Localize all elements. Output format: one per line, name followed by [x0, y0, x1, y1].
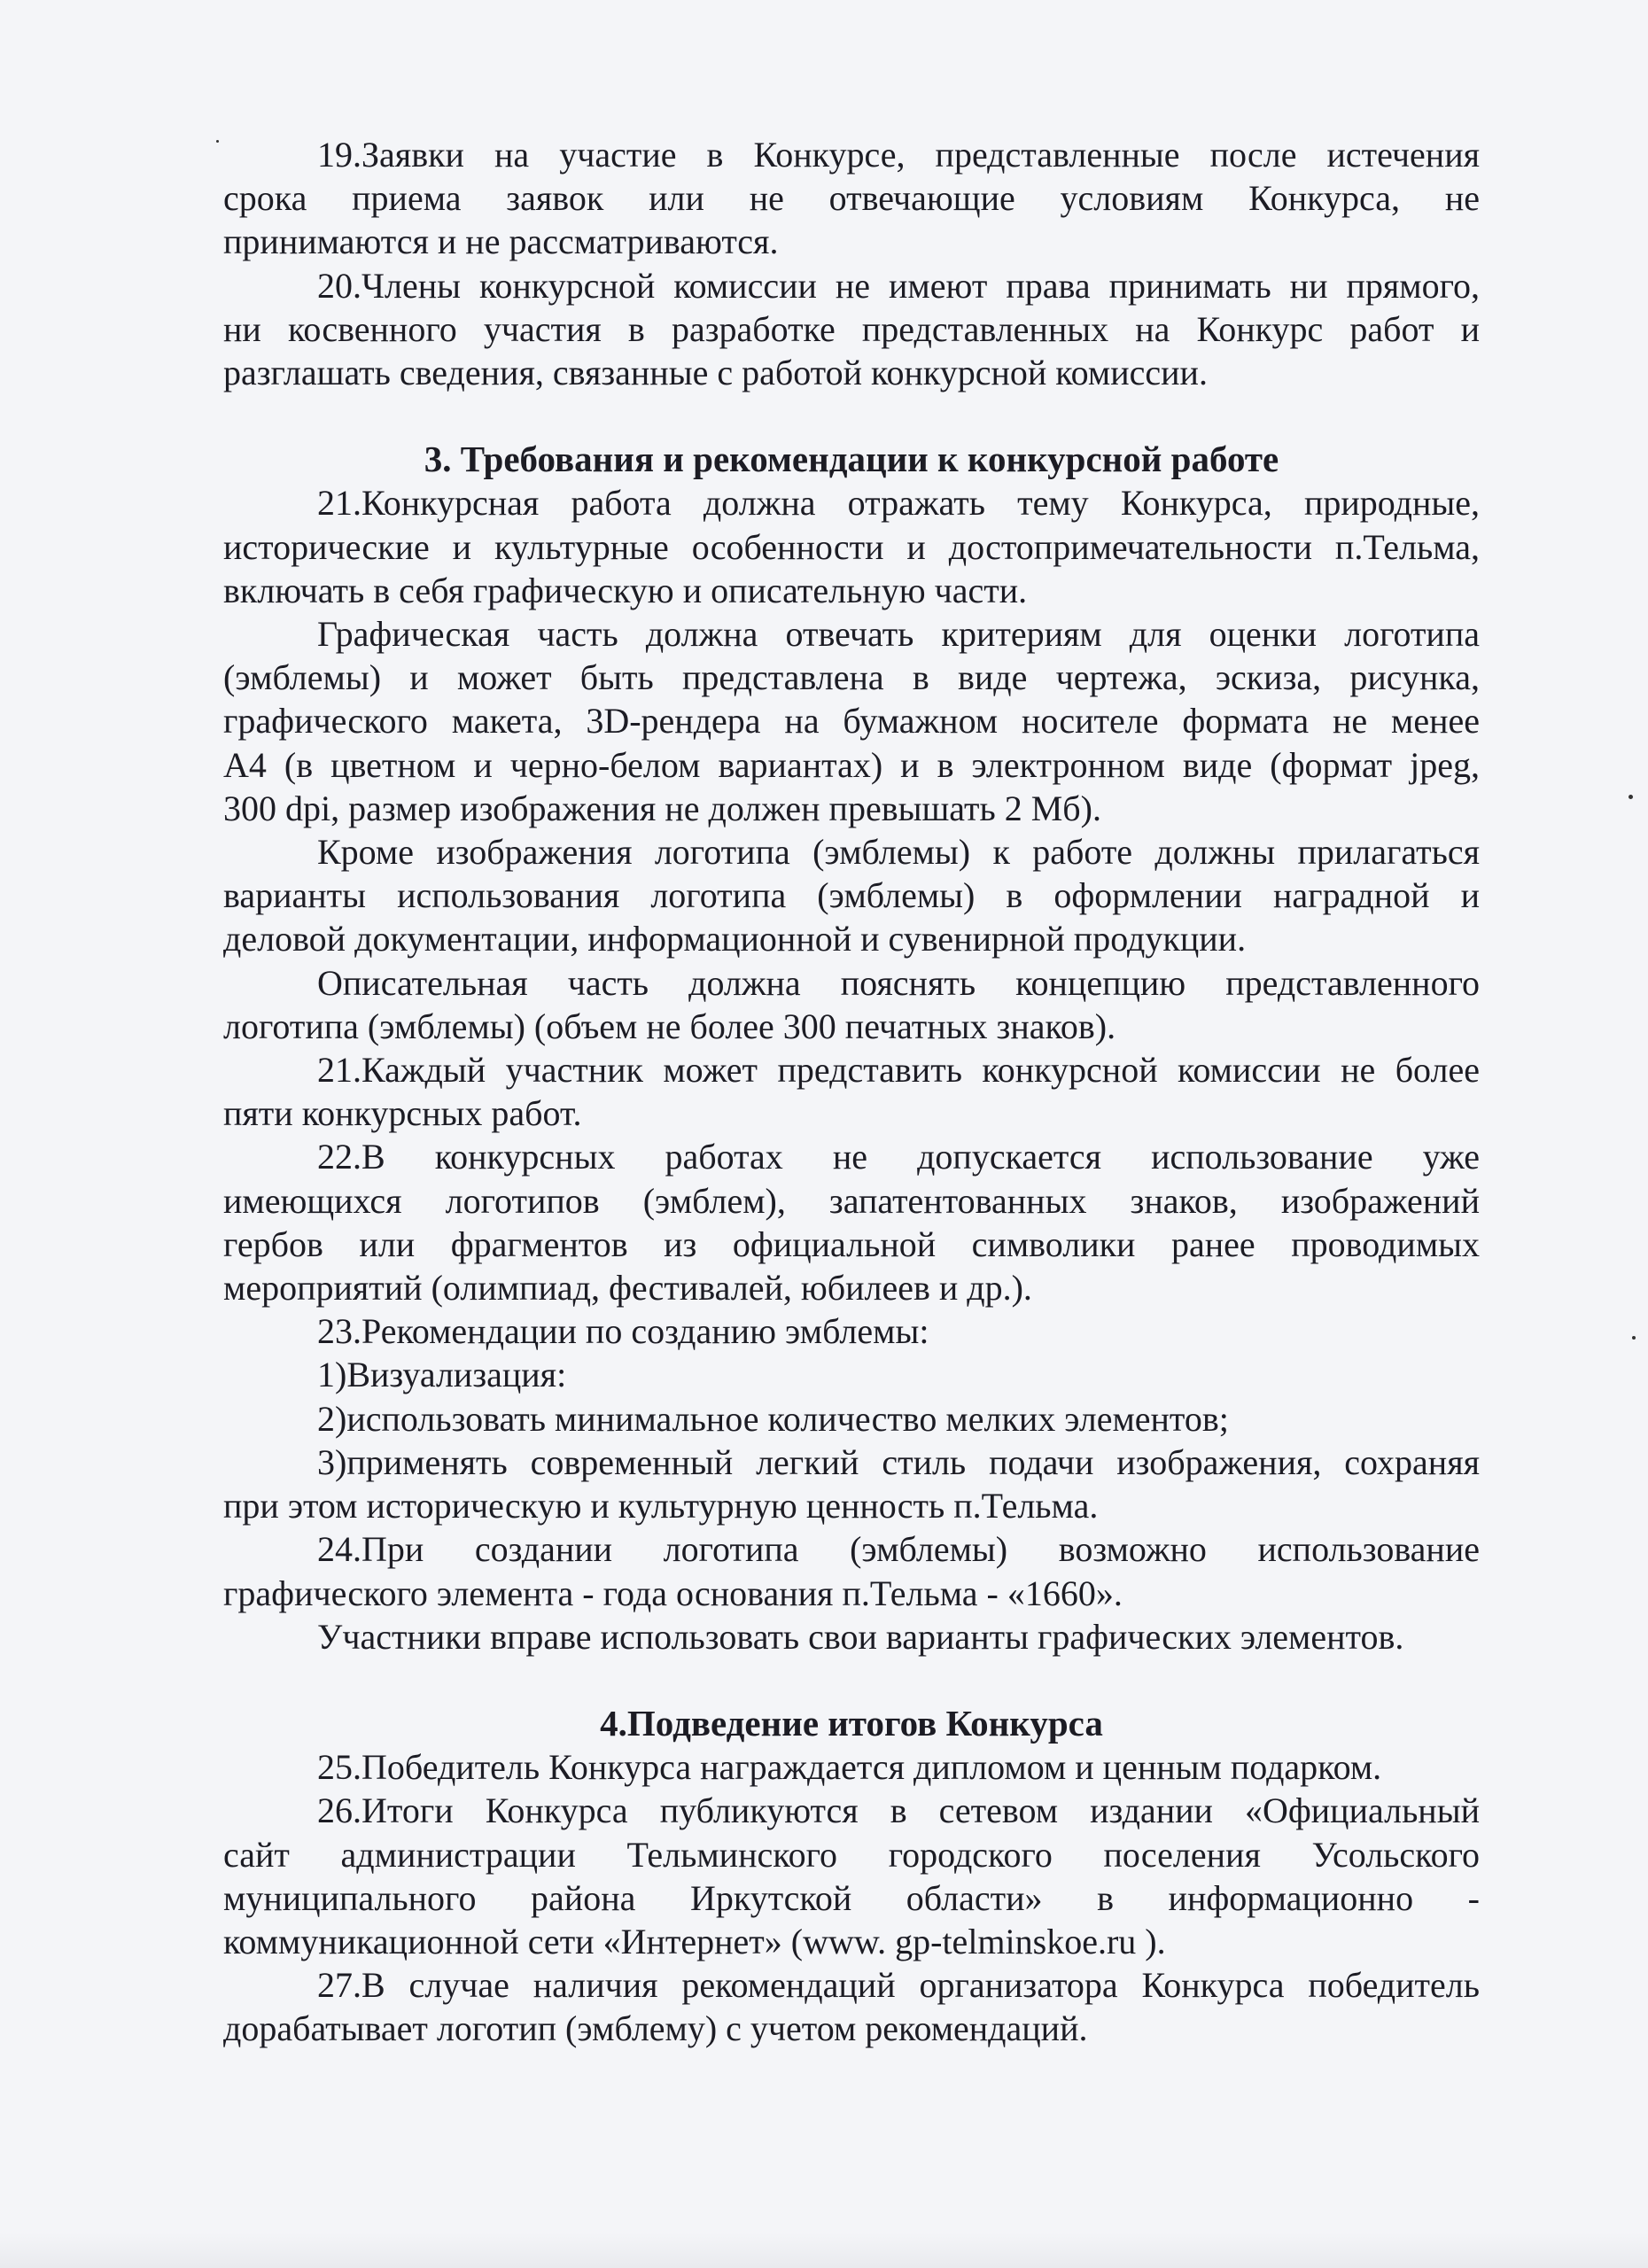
paragraph-line: графического элемента - года основания п.Тельма - «1660». [223, 1573, 1123, 1613]
paragraph-line: мероприятий (олимпиад, фестивалей, юбилеев и др.). [223, 1268, 1032, 1309]
paragraph [223, 481, 1480, 612]
paragraph [223, 1309, 1480, 1353]
paragraph-line: 20.Члены конкурсной комиссии не имеют права принимать ни прямого, [317, 265, 1480, 306]
paragraph-line: 21.Каждый участник может представить конкурсной комиссии не более [317, 1050, 1480, 1091]
paragraph-line: графического макета, 3D-рендера на бумажном носителе формата не менее [223, 701, 1480, 742]
paragraph [223, 1963, 1480, 2050]
paragraph [223, 1745, 1480, 1789]
document-body [223, 133, 1480, 2051]
paragraph [223, 612, 1480, 830]
section-heading: 4.Подведение итогов Конкурса [600, 1702, 1103, 1744]
paragraph [223, 1135, 1480, 1309]
paragraph-line: Графическая часть должна отвечать критериям для оценки логотипа [317, 614, 1480, 655]
paragraph-line: гербов или фрагментов из официальной символики ранее проводимых [223, 1223, 1480, 1264]
paragraph-line: 2)использовать минимальное количество мелких элементов; [317, 1398, 1229, 1439]
paragraph-line: разглашать сведения, связанные с работой конкурсной комиссии. [223, 353, 1208, 393]
paragraph-line: (эмблемы) и может быть представлена в виде чертежа, эскиза, рисунка, [223, 657, 1480, 698]
paragraph [223, 830, 1480, 961]
paragraph-line: принимаются и не рассматриваются. [223, 221, 779, 262]
paragraph [223, 1615, 1480, 1658]
paragraph-line: 19.Заявки на участие в Конкурсе, представленные после истечения [317, 135, 1480, 175]
paragraph [223, 1353, 1480, 1396]
paragraph [223, 1048, 1480, 1135]
paragraph-line: деловой документации, информационной и сувенирной продукции. [223, 919, 1247, 959]
paragraph [223, 961, 1480, 1048]
paragraph-line: логотипа (эмблемы) (объем не более 300 печатных знаков). [223, 1006, 1116, 1046]
paragraph-line: 300 dpi, размер изображения не должен превышать 2 Мб). [223, 788, 1101, 828]
paragraph-line: ни косвенного участия в разработке представленных на Конкурс работ и [223, 308, 1480, 349]
paragraph-line: включать в себя графическую и описательную части. [223, 570, 1028, 610]
paragraph-line: при этом историческую и культурную ценность п.Тельма. [223, 1486, 1099, 1526]
paragraph [223, 133, 1480, 264]
scan-dot [1629, 795, 1633, 799]
paragraph [223, 1789, 1480, 1963]
paragraph-line: 3)применять современный легкий стиль подачи изображения, сохраняя [317, 1441, 1480, 1482]
paragraph-line: 25.Победитель Конкурса награждается дипломом и ценным подарком. [317, 1747, 1382, 1788]
paragraph-line: Кроме изображения логотипа (эмблемы) к работе должны прилагаться [317, 832, 1480, 873]
paragraph [223, 1397, 1480, 1441]
paragraph-line: А4 (в цветном и черно-белом вариантах) и в электронном виде (формат jpeg, [223, 744, 1480, 785]
paragraph-line: муниципального района Иркутской области» в информационно - [223, 1877, 1480, 1918]
scan-dot [216, 140, 219, 143]
paragraph-line: Участники вправе использовать свои варианты графических элементов. [317, 1616, 1404, 1657]
page-edge-shadow [0, 2233, 1648, 2268]
paragraph-line: пяти конкурсных работ. [223, 1093, 582, 1134]
paragraph [223, 264, 1480, 395]
paragraph-line: коммуникационной сети «Интернет» (www. gp-telminskoe.ru ). [223, 1921, 1166, 1961]
paragraph-line: сайт администрации Тельминского городского поселения Усольского [223, 1834, 1480, 1875]
paragraph [223, 1527, 1480, 1614]
paragraph [223, 1441, 1480, 1527]
paragraph-line: Описательная часть должна пояснять концепцию представленного [317, 962, 1480, 1003]
paragraph-line: дорабатывает логотип (эмблему) с учетом рекомендаций. [223, 2008, 1088, 2049]
paragraph-line: 26.Итоги Конкурса публикуются в сетевом издании «Официальный [317, 1790, 1480, 1831]
paragraph-line: имеющихся логотипов (эмблем), запатентованных знаков, изображений [223, 1180, 1480, 1221]
scan-dot [1632, 1336, 1636, 1340]
paragraph-line: 1)Визуализация: [317, 1355, 567, 1395]
paragraph-line: 22.В конкурсных работах не допускается использование уже [317, 1137, 1480, 1177]
paragraph-line: исторические и культурные особенности и достопримечательности п.Тельма, [223, 526, 1480, 567]
paragraph-line: варианты использования логотипа (эмблемы) в оформлении наградной и [223, 875, 1480, 916]
paragraph-line: 21.Конкурсная работа должна отражать тему Конкурса, природные, [317, 483, 1480, 524]
paragraph-line: 27.В случае наличия рекомендаций организатора Конкурса победитель [317, 1965, 1480, 2006]
paragraph-line: 23.Рекомендации по созданию эмблемы: [317, 1311, 929, 1352]
section-heading: 3. Требования и рекомендации к конкурсной работе [424, 439, 1279, 480]
paragraph-line: 24.При создании логотипа (эмблемы) возможно использование [317, 1529, 1480, 1570]
paragraph-line: срока приема заявок или не отвечающие условиям Конкурса, не [223, 178, 1480, 219]
